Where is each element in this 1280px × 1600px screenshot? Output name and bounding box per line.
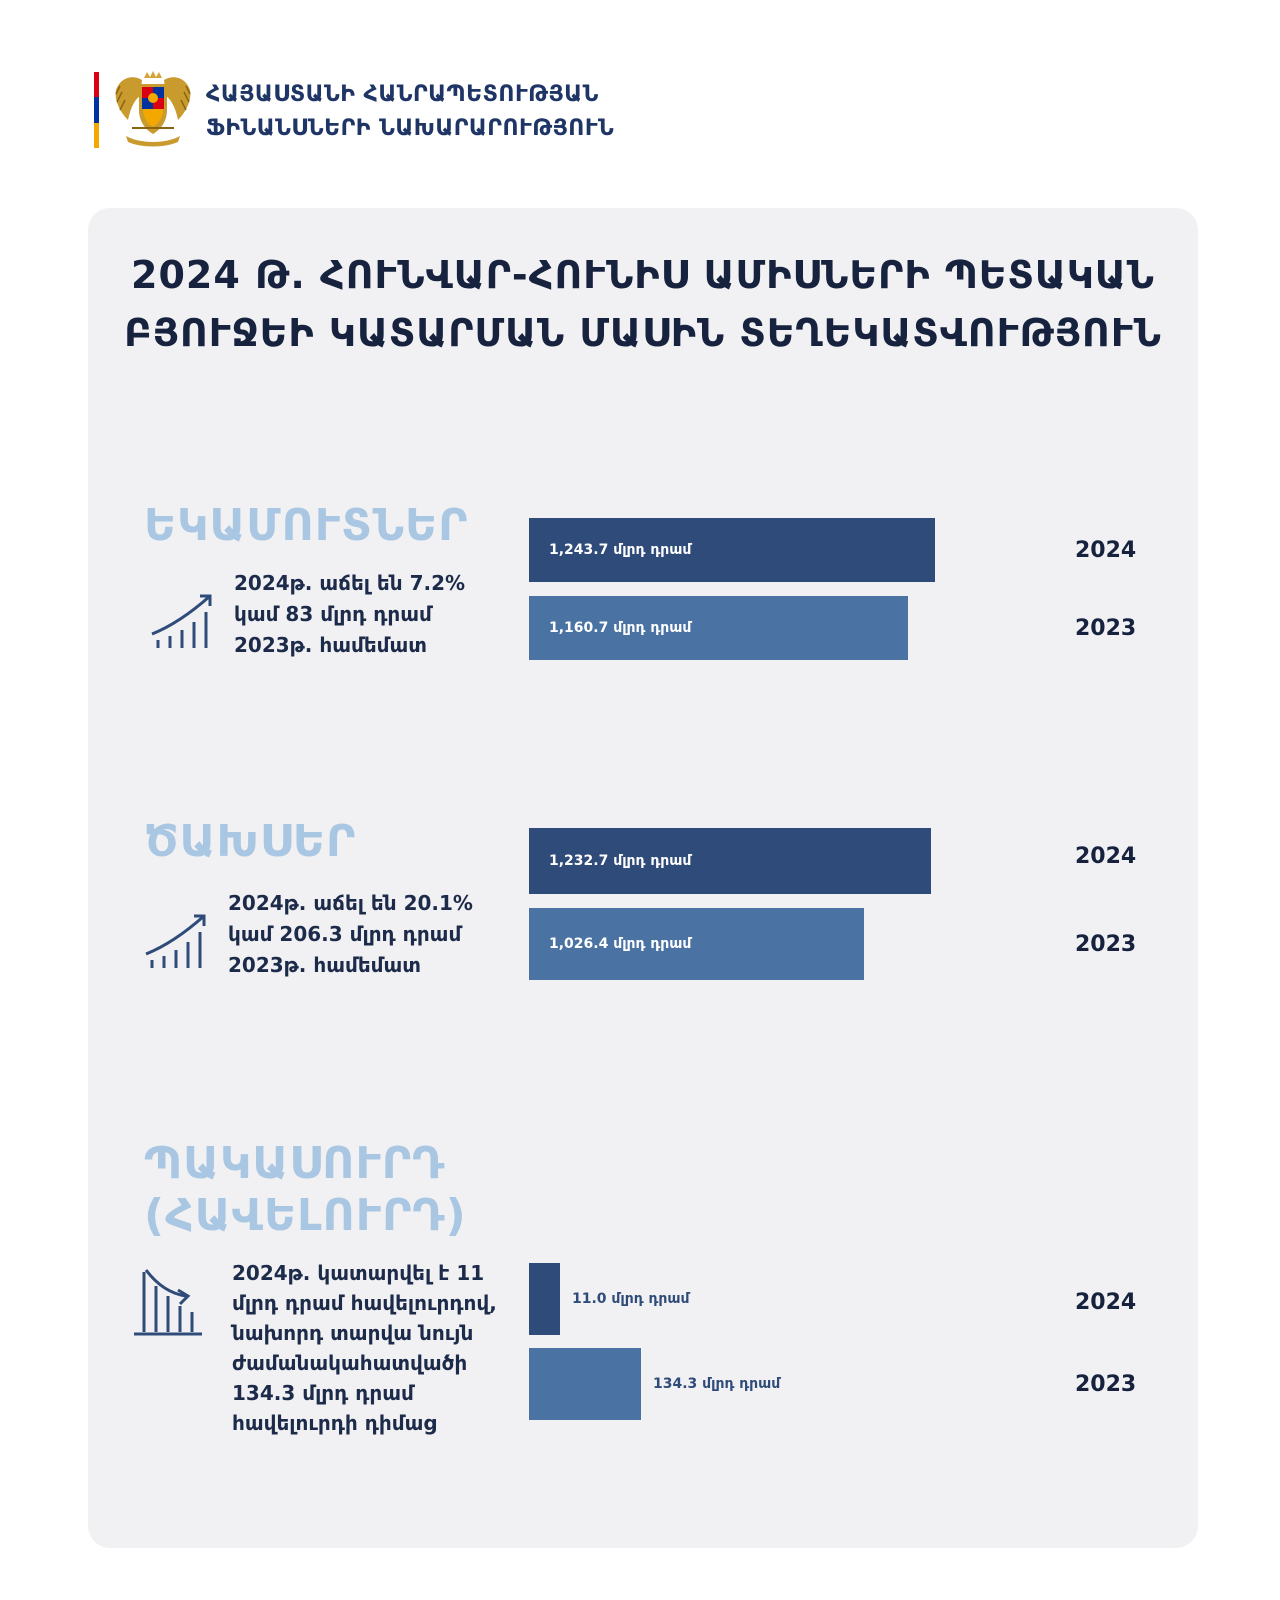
revenues-bar-2024 xyxy=(529,518,935,582)
ministry-name-line2: ՖԻՆԱՆՍՆԵՐԻ ՆԱԽԱՐԱՐՈՒԹՅՈՒՆ xyxy=(206,116,615,141)
revenues-bar-2023-label: 1,160.7 մլրդ դրամ xyxy=(549,620,692,636)
expenditures-bar-2024 xyxy=(529,828,931,894)
flag-orange-stripe xyxy=(94,123,99,148)
armenian-flag-stripe xyxy=(94,72,99,148)
flag-red-stripe xyxy=(94,72,99,97)
page-title xyxy=(88,246,1198,362)
ministry-name xyxy=(206,78,614,146)
revenues-bar-2024-label: 1,243.7 մլրդ դրամ xyxy=(549,542,692,558)
expenditures-description-line2: կամ 206.3 մլրդ դրամ xyxy=(228,922,462,946)
deficit-description-line2: մլրդ դրամ հավելուրդով, xyxy=(232,1291,497,1315)
deficit-description-line6: հավելուրդի դիմաց xyxy=(232,1411,437,1435)
revenues-year-2023: 2023 xyxy=(1075,616,1137,641)
deficit-title xyxy=(144,1138,467,1242)
expenditures-description xyxy=(228,888,473,981)
revenues-year-2024: 2024 xyxy=(1075,538,1137,563)
page-title-line2: ԲՅՈՒՋԵԻ ԿԱՏԱՐՄԱՆ ՄԱՍԻՆ ՏԵՂԵԿԱՏՎՈՒԹՅՈՒՆ xyxy=(124,311,1162,355)
deficit-description-line5: 134.3 մլրդ դրամ xyxy=(232,1381,414,1405)
surplus-year-2023: 2023 xyxy=(1075,1372,1137,1397)
revenues-description xyxy=(234,568,465,661)
revenues-description-line1: 2024թ. աճել են 7.2% xyxy=(234,571,466,595)
surplus-bar-2023-label: 134.3 մլրդ դրամ xyxy=(653,1376,781,1392)
revenues-title: ԵԿԱՄՈՒՏՆԵՐ xyxy=(144,500,469,551)
trend-down-icon xyxy=(132,1266,204,1338)
coat-of-arms-icon xyxy=(112,70,194,150)
expenditures-description-line3: 2023թ. համեմատ xyxy=(228,953,421,977)
ministry-name-line1: ՀԱՅԱՍՏԱՆԻ ՀԱՆՐԱՊԵՏՈՒԹՅԱՆ xyxy=(206,82,599,107)
expenditures-bar-2023 xyxy=(529,908,864,980)
surplus-bar-2023 xyxy=(529,1348,781,1420)
expenditures-description-line1: 2024թ. աճել են 20.1% xyxy=(228,891,473,915)
budget-infographic-card xyxy=(88,208,1198,1548)
page-title-line1: 2024 Թ. ՀՈՒՆՎԱՐ-ՀՈՒՆԻՍ ԱՄԻՍՆԵՐԻ ՊԵՏԱԿԱՆ xyxy=(131,253,1155,297)
deficit-title-line2: (ՀԱՎԵԼՈՒՐԴ) xyxy=(144,1190,467,1241)
deficit-description-line4: ժամանակահատվածի xyxy=(232,1351,468,1375)
deficit-description-line1: 2024թ. կատարվել է 11 xyxy=(232,1261,485,1285)
surplus-bar-2024 xyxy=(529,1263,690,1335)
deficit-description-line3: նախորդ տարվա նույն xyxy=(232,1321,474,1345)
flag-blue-stripe xyxy=(94,97,99,122)
expenditures-title: ԾԱԽՍԵՐ xyxy=(144,816,357,867)
expenditures-year-2024: 2024 xyxy=(1075,844,1137,869)
revenues-description-line2: կամ 83 մլրդ դրամ xyxy=(234,602,432,626)
deficit-title-line1: ՊԱԿԱՍՈՒՐԴ xyxy=(144,1138,446,1189)
expenditures-bar-2024-label: 1,232.7 մլրդ դրամ xyxy=(549,853,692,869)
deficit-description xyxy=(232,1258,497,1438)
expenditures-bar-2023-label: 1,026.4 մլրդ դրամ xyxy=(549,936,692,952)
trend-up-icon xyxy=(146,588,218,660)
ministry-header xyxy=(94,70,794,150)
revenues-bar-2023 xyxy=(529,596,908,660)
surplus-year-2024: 2024 xyxy=(1075,1290,1137,1315)
expenditures-year-2023: 2023 xyxy=(1075,932,1137,957)
surplus-bar-2024-label: 11.0 մլրդ դրամ xyxy=(572,1291,690,1307)
trend-up-icon xyxy=(140,908,212,980)
revenues-description-line3: 2023թ. համեմատ xyxy=(234,633,427,657)
